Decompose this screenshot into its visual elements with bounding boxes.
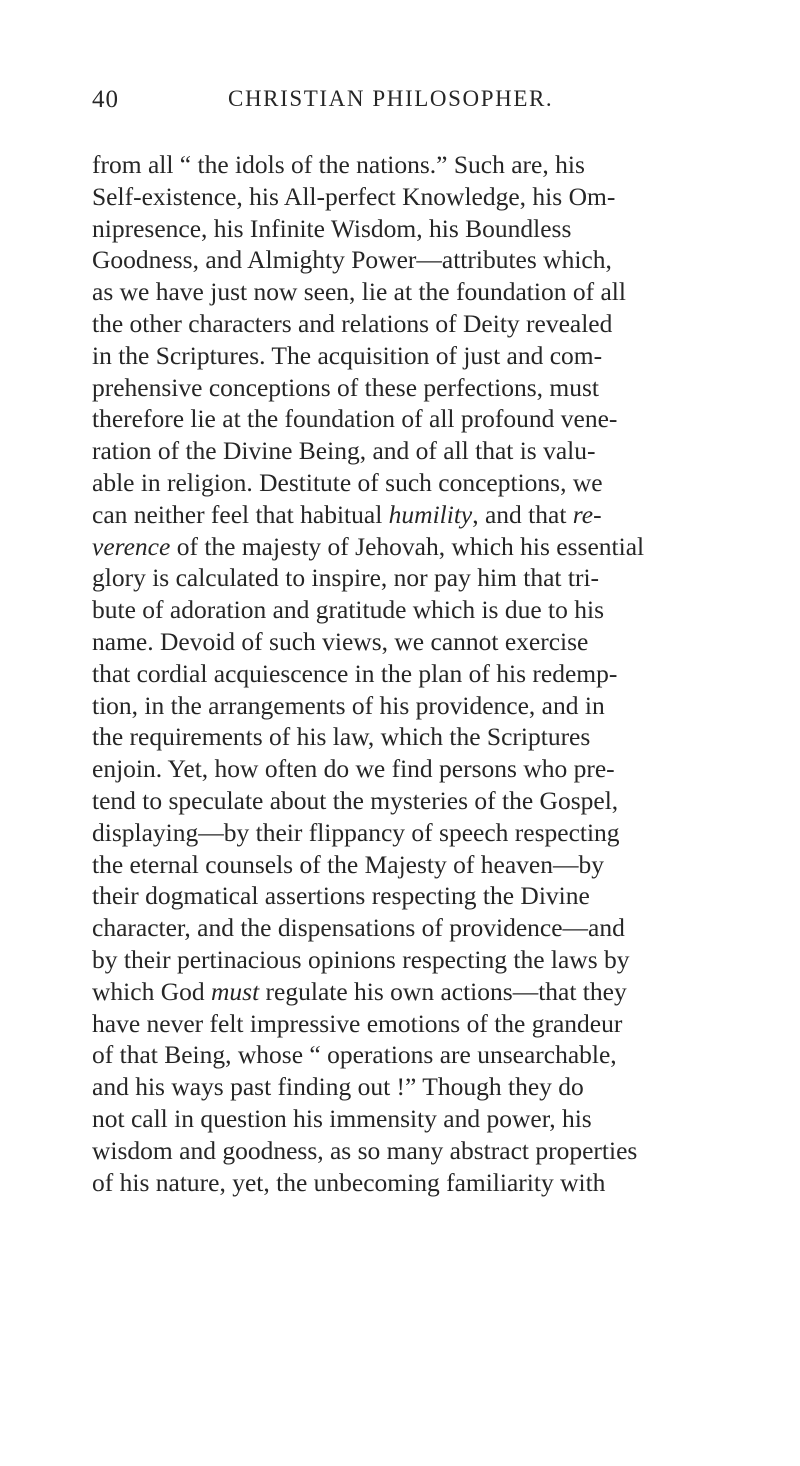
italic-text: verence bbox=[92, 531, 171, 561]
text-line bbox=[92, 467, 792, 499]
text-line bbox=[92, 1071, 792, 1103]
text-run: and his ways past finding out !” Though they do bbox=[92, 1072, 584, 1102]
text-run: can neither feel that habitual bbox=[92, 499, 389, 529]
text-line bbox=[92, 658, 792, 690]
text-line bbox=[92, 880, 792, 912]
text-line bbox=[92, 944, 792, 976]
text-line bbox=[92, 1167, 792, 1199]
text-line bbox=[92, 626, 792, 658]
text-run: wisdom and goodness, as so many abstract properties bbox=[92, 1135, 638, 1165]
text-run: that cordial acquiescence in the plan of his redemp- bbox=[92, 658, 618, 688]
text-run: Goodness, and Almighty Power—attributes which, bbox=[92, 245, 612, 275]
italic-text: re- bbox=[572, 499, 602, 529]
text-run: name. Devoid of such views, we cannot exercise bbox=[92, 626, 589, 656]
text-line bbox=[92, 181, 792, 213]
text-run: able in religion. Destitute of such conceptions, we bbox=[92, 467, 603, 497]
text-run: of that Being, whose “ operations are unsearchable, bbox=[92, 1040, 617, 1070]
text-line bbox=[92, 1135, 792, 1167]
italic-text: must bbox=[210, 976, 260, 1006]
text-run: not call in question his immensity and power, his bbox=[92, 1103, 592, 1133]
text-run: of the majesty of Jehovah, which his essential bbox=[170, 531, 645, 561]
text-line bbox=[92, 276, 792, 308]
text-run: as we have just now seen, lie at the foundation of all bbox=[92, 277, 626, 307]
text-line bbox=[92, 149, 792, 181]
text-line bbox=[92, 340, 792, 372]
text-line bbox=[92, 435, 792, 467]
text-run: tion, in the arrangements of his providence, and in bbox=[92, 690, 605, 720]
text-line bbox=[92, 721, 792, 753]
text-line bbox=[92, 531, 792, 563]
text-line bbox=[92, 817, 792, 849]
text-run: prehensive conceptions of these perfections, must bbox=[92, 372, 600, 402]
text-line bbox=[92, 1103, 792, 1135]
text-line bbox=[92, 213, 792, 245]
text-run: regulate his own actions—that they bbox=[259, 976, 627, 1006]
text-run: , and that bbox=[472, 499, 573, 529]
text-run: Self-existence, his All-perfect Knowledge, his Om- bbox=[92, 181, 616, 211]
text-line bbox=[92, 849, 792, 881]
text-run: bute of adoration and gratitude which is due to his bbox=[92, 595, 605, 625]
text-run: the eternal counsels of the Majesty of heaven—by bbox=[92, 849, 604, 879]
text-run: which God bbox=[92, 976, 211, 1006]
text-run: therefore lie at the foundation of all profound vene- bbox=[92, 404, 618, 434]
text-run: ration of the Divine Being, and of all that is valu- bbox=[92, 436, 596, 466]
body-text bbox=[92, 149, 792, 1198]
text-line bbox=[92, 1008, 792, 1040]
text-line bbox=[92, 976, 792, 1008]
text-line bbox=[92, 562, 792, 594]
text-run: the other characters and relations of Deity revealed bbox=[92, 308, 613, 338]
text-run: nipresence, his Infinite Wisdom, his Boundless bbox=[92, 213, 572, 243]
text-line bbox=[92, 403, 792, 435]
text-line bbox=[92, 244, 792, 276]
text-run: of his nature, yet, the unbecoming familiarity with bbox=[92, 1167, 606, 1197]
text-run: in the Scriptures. The acquisition of just and com- bbox=[92, 340, 603, 370]
text-line bbox=[92, 753, 792, 785]
text-run: the requirements of his law, which the Scriptures bbox=[92, 722, 591, 752]
text-run: their dogmatical assertions respecting the Divine bbox=[92, 881, 590, 911]
text-run: by their pertinacious opinions respecting the laws by bbox=[92, 944, 630, 974]
text-run: displaying—by their flippancy of speech respecting bbox=[92, 817, 620, 847]
text-line bbox=[92, 594, 792, 626]
text-run: tend to speculate about the mysteries of the Gospel, bbox=[92, 785, 619, 815]
page-number: 40 bbox=[92, 86, 119, 113]
text-line bbox=[92, 1039, 792, 1071]
text-line bbox=[92, 785, 792, 817]
text-line bbox=[92, 308, 792, 340]
page-header bbox=[0, 86, 800, 122]
text-run: enjoin. Yet, how often do we find persons who pre- bbox=[92, 754, 615, 784]
text-run: character, and the dispensations of providence—and bbox=[92, 913, 625, 943]
text-line bbox=[92, 372, 792, 404]
text-line bbox=[92, 499, 792, 531]
text-line bbox=[92, 912, 792, 944]
running-title: CHRISTIAN PHILOSOPHER. bbox=[228, 86, 554, 111]
text-run: have never felt impressive emotions of the grandeur bbox=[92, 1008, 623, 1038]
italic-text: humility bbox=[388, 499, 473, 529]
text-run: glory is calculated to inspire, nor pay him that tri- bbox=[92, 563, 600, 593]
text-line bbox=[92, 690, 792, 722]
text-run: from all “ the idols of the nations.” Such are, his bbox=[92, 150, 585, 179]
